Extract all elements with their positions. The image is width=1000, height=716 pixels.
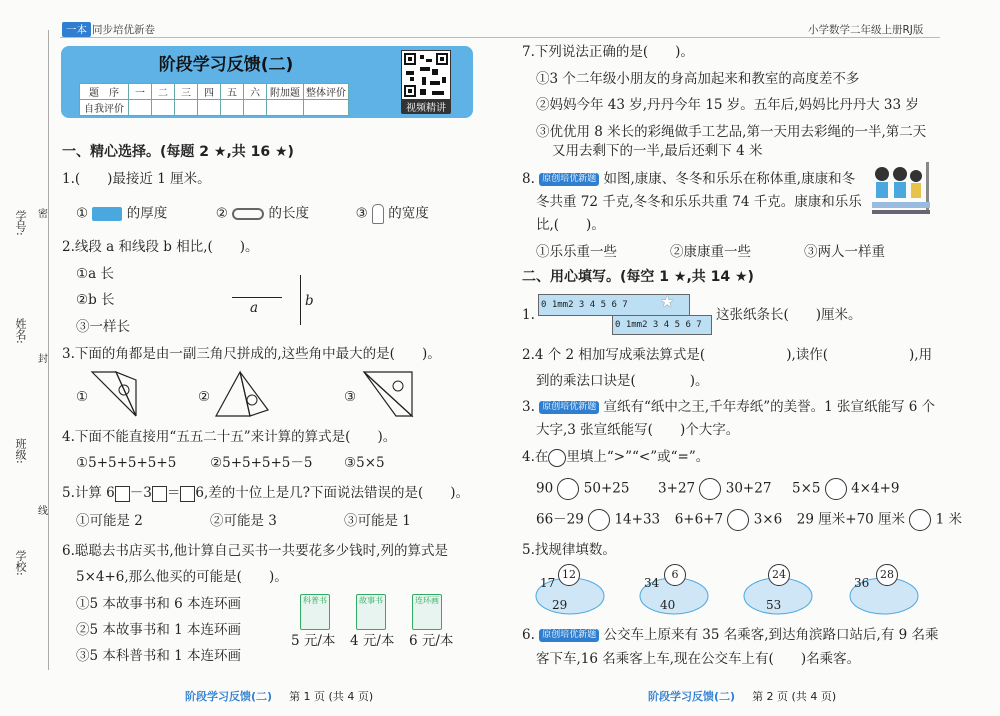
cloud-top-left: 34 — [644, 576, 660, 590]
book-price: 4 元/本 — [350, 633, 395, 649]
margin-field-class: 班级: — [14, 438, 27, 464]
f6-number: 6. — [522, 627, 535, 643]
q3-opt-marker: ③ — [344, 389, 357, 405]
score-input-cell[interactable] — [304, 100, 349, 116]
cloud-top-right: 24 — [768, 564, 790, 586]
f1-text: 这张纸条长( )厘米。 — [716, 307, 862, 323]
margin-field-name: 姓名: — [14, 318, 27, 344]
pattern-cloud — [742, 568, 814, 612]
f4-row1 — [536, 478, 899, 500]
footer-page: 第 2 页 (共 4 页) — [752, 690, 837, 703]
compare-right: 14+33 — [614, 511, 661, 528]
score-header-cell: 一 — [129, 84, 152, 100]
compare-left: 5×5 — [792, 480, 821, 497]
score-header-cell: 四 — [198, 84, 221, 100]
binding-line — [48, 30, 49, 670]
q7-option-a: ①3 个二年级小朋友的身高加起来和教室的高度差不多 — [536, 71, 860, 87]
pattern-cloud — [534, 568, 606, 612]
q7-option-c: ③优优用 8 米长的彩绳做手工艺品,第一天用去彩绳的一半,第二天 — [536, 124, 927, 140]
f3-number: 3. — [522, 399, 535, 415]
margin-seal-char: 线 — [38, 506, 48, 517]
compare-left: 66－29 — [536, 511, 584, 528]
q7-option-b: ②妈妈今年 43 岁,丹丹今年 15 岁。五年后,妈妈比丹丹大 33 岁 — [536, 97, 919, 113]
q8-stem-line2: 冬共重 72 千克,冬冬和乐乐共重 74 千克。康康和乐乐 — [536, 194, 862, 210]
q3-opt-marker: ① — [76, 389, 89, 405]
f4-text: 4.在 — [522, 449, 549, 465]
cloud-blank[interactable] — [870, 596, 890, 610]
q1-options — [76, 204, 429, 224]
q4-option-a: ①5+5+5+5+5 — [76, 455, 177, 471]
q5-option-c: ③可能是 1 — [344, 513, 411, 529]
score-input-cell[interactable] — [221, 100, 244, 116]
q6-stem-line2: 5×4+6,那么他买的可能是( )。 — [76, 569, 288, 585]
compare-right: 50+25 — [583, 480, 630, 497]
score-input-cell[interactable] — [244, 100, 267, 116]
margin-seal-char: 封 — [38, 354, 48, 365]
score-input-cell[interactable] — [198, 100, 221, 116]
scale-kids-illustration — [868, 160, 938, 218]
cloud-bottom: 29 — [552, 598, 568, 612]
q2-option-c: ③一样长 — [76, 319, 130, 335]
q5-text-part: －3 — [129, 485, 152, 501]
pattern-cloud — [848, 568, 920, 606]
score-header-cell: 题 序 — [80, 84, 129, 100]
answer-box[interactable] — [180, 486, 195, 502]
pattern-cloud — [638, 568, 710, 612]
q5-text-part: ＝ — [166, 485, 181, 501]
q7-option-c-cont: 又用去剩下的一半,最后还剩下 4 米 — [552, 143, 763, 159]
q1-opt-marker: ③ — [355, 205, 368, 222]
q4-stem: 4.下面不能直接用“五五二十五”来计算的算式是( )。 — [62, 429, 397, 445]
compare-left: 90 — [536, 480, 554, 497]
q5-stem — [62, 484, 469, 502]
compare-right: 3×6 — [753, 511, 783, 528]
original-question-badge: 原创培优新题 — [539, 173, 599, 186]
compare-circle[interactable] — [557, 478, 579, 500]
compare-circle[interactable] — [699, 478, 721, 500]
book-title: 故事书 — [359, 596, 383, 605]
q5-option-b: ②可能是 3 — [210, 513, 277, 529]
q7-stem: 7.下列说法正确的是( )。 — [522, 44, 694, 60]
series-title: 同步培优新卷 — [92, 24, 155, 36]
q6-stem-line1: 6.聪聪去书店买书,他计算自己买书一共要花多少钱时,列的算式是 — [62, 543, 448, 559]
q1-opt-text: 的宽度 — [388, 205, 429, 222]
ruler-scale: 0 1mm2 3 4 5 6 7 — [541, 300, 628, 310]
q5-text-part: 5.计算 6 — [62, 485, 115, 501]
book-title: 科普书 — [303, 596, 327, 605]
angle-diagram-2 — [214, 370, 270, 420]
f4-text: 里填上“>”“<”或“=”。 — [566, 449, 710, 465]
star-icon: ★ — [660, 292, 675, 311]
original-question-badge: 原创培优新题 — [539, 401, 599, 414]
cloud-bottom: 40 — [660, 598, 676, 612]
self-eval-label: 自我评价 — [80, 100, 129, 116]
score-header-cell: 六 — [244, 84, 267, 100]
q6-option-a: ①5 本故事书和 6 本连环画 — [76, 596, 242, 612]
margin-seal-char: 密 — [38, 209, 48, 220]
page-title: 阶段学习反馈(二) — [158, 55, 294, 75]
q8-stem-line1: 8. 原创培优新题 如图,康康、冬冬和乐乐在称体重,康康和冬 — [522, 171, 856, 187]
f2-line2: 到的乘法口诀是( )。 — [536, 373, 709, 389]
q8-option-b: ②康康重一些 — [670, 244, 751, 260]
q8-stem-line3: 比,( )。 — [536, 217, 605, 233]
q1-opt-text: 的厚度 — [126, 205, 168, 222]
score-input-cell[interactable] — [175, 100, 198, 116]
angle-diagram-3 — [362, 370, 414, 420]
footer-page: 第 1 页 (共 4 页) — [289, 690, 374, 703]
score-header-cell: 二 — [152, 84, 175, 100]
f3-line1 — [522, 398, 935, 416]
q1-opt-text: 的长度 — [268, 205, 309, 222]
lower-ruler — [612, 315, 712, 335]
comic-book-icon — [412, 594, 442, 630]
footer-title: 阶段学习反馈(二) — [648, 690, 736, 703]
q2-option-a: ①a 长 — [76, 266, 114, 282]
cloud-top-left: 17 — [540, 576, 556, 590]
ruler-scale: 0 1mm2 3 4 5 6 7 — [615, 320, 702, 330]
q1-stem: 1.( )最接近 1 厘米。 — [62, 171, 211, 187]
f4-row2 — [536, 509, 962, 531]
f6-line2: 客下车,16 名乘客上车,现在公交车上有( )名乘客。 — [536, 651, 861, 667]
q1-opt-marker: ② — [215, 205, 228, 222]
paperclip-icon — [232, 208, 264, 220]
brand-badge: 一本 — [62, 22, 91, 37]
compare-right: 1 米 — [935, 511, 963, 528]
cloud-top-right: 12 — [558, 564, 580, 586]
f3-text: 宣纸有“纸中之王,千年寿纸”的美誉。1 张宣纸能写 6 个 — [603, 399, 936, 415]
compare-circle[interactable] — [588, 509, 610, 531]
compare-circle[interactable] — [548, 449, 566, 467]
q2-option-b: ②b 长 — [76, 292, 115, 308]
book-title: 连环画 — [415, 596, 439, 605]
compare-circle[interactable] — [727, 509, 749, 531]
score-header-cell: 三 — [175, 84, 198, 100]
book-price: 5 元/本 — [291, 633, 336, 649]
q3-stem: 3.下面的角都是由一副三角尺拼成的,这些角中最大的是( )。 — [62, 346, 441, 362]
q8-option-a: ①乐乐重一些 — [536, 244, 617, 260]
q2-stem: 2.线段 a 和线段 b 相比,( )。 — [62, 239, 259, 255]
compare-circle[interactable] — [909, 509, 931, 531]
q4-option-b: ②5+5+5+5－5 — [210, 455, 313, 471]
f1-number: 1. — [522, 307, 535, 323]
cloud-top-right: 6 — [664, 564, 686, 586]
f5-stem: 5.找规律填数。 — [522, 542, 616, 558]
qr-code-icon[interactable] — [401, 50, 451, 100]
q4-option-c: ③5×5 — [344, 455, 385, 471]
book-edition: 小学数学二年级上册RJ版 — [808, 24, 924, 36]
compare-circle[interactable] — [825, 478, 847, 500]
f6-line1 — [522, 626, 939, 644]
cloud-top-left: 36 — [854, 576, 870, 590]
q5-option-a: ①可能是 2 — [76, 513, 143, 529]
cloud-top-right: 28 — [876, 564, 898, 586]
margin-field-school: 学校: — [14, 550, 27, 576]
finger-icon — [372, 204, 384, 224]
section-1-heading: 一、精心选择。(每题 2 ★,共 16 ★) — [62, 144, 294, 160]
q8-option-c: ③两人一样重 — [804, 244, 885, 260]
compare-right: 30+27 — [725, 480, 772, 497]
margin-field-number: 学号: — [14, 210, 27, 236]
score-input-cell[interactable] — [267, 100, 304, 116]
q6-option-c: ③5 本科普书和 1 本连环画 — [76, 648, 242, 664]
segment-b-label: b — [305, 293, 314, 309]
f6-text: 公交车上原来有 35 名乘客,到达角滨路口站后,有 9 名乘 — [603, 627, 939, 643]
story-book-icon — [356, 594, 386, 630]
score-header-cell: 附加题 — [267, 84, 304, 100]
footer-right — [648, 688, 836, 704]
angle-diagram-1 — [90, 370, 140, 420]
score-header-cell: 整体评价 — [304, 84, 349, 100]
compare-left: 29 厘米+70 厘米 — [796, 511, 906, 528]
cloud-bottom: 53 — [766, 598, 782, 612]
score-table — [79, 83, 349, 116]
science-book-icon — [300, 594, 330, 630]
compare-right: 4×4+9 — [851, 480, 900, 497]
score-header-cell: 五 — [221, 84, 244, 100]
book-price: 6 元/本 — [409, 633, 454, 649]
score-input-cell[interactable] — [152, 100, 175, 116]
q8-text: 如图,康康、冬冬和乐乐在称体重,康康和冬 — [603, 171, 856, 187]
compare-left: 3+27 — [658, 480, 696, 497]
qr-caption: 视频精讲 — [401, 99, 451, 114]
q3-opt-marker: ② — [198, 389, 211, 405]
answer-box[interactable] — [152, 486, 167, 502]
segment-a-label: a — [250, 300, 259, 316]
original-question-badge: 原创培优新题 — [539, 629, 599, 642]
notebook-icon — [92, 207, 122, 221]
compare-left: 6+6+7 — [674, 511, 724, 528]
f4-stem — [522, 448, 709, 467]
f3-line2: 大字,3 张宣纸能写( )个大字。 — [536, 422, 740, 438]
q5-text-part: 6,差的十位上是几?下面说法错误的是( )。 — [195, 485, 470, 501]
section-2-heading: 二、用心填写。(每空 1 ★,共 14 ★) — [522, 269, 754, 285]
segment-b-line — [300, 275, 301, 325]
q1-opt-marker: ① — [76, 205, 89, 222]
f2-line1: 2.4 个 2 相加写成乘法算式是( ),读作( ),用 — [522, 347, 933, 363]
score-input-cell[interactable] — [129, 100, 152, 116]
header-rule — [60, 37, 940, 38]
footer-left — [185, 688, 373, 704]
cloud-blank[interactable] — [746, 574, 764, 588]
answer-box[interactable] — [115, 486, 130, 502]
segment-a-line — [232, 297, 282, 298]
q6-option-b: ②5 本故事书和 1 本连环画 — [76, 622, 242, 638]
footer-title: 阶段学习反馈(二) — [185, 690, 273, 703]
